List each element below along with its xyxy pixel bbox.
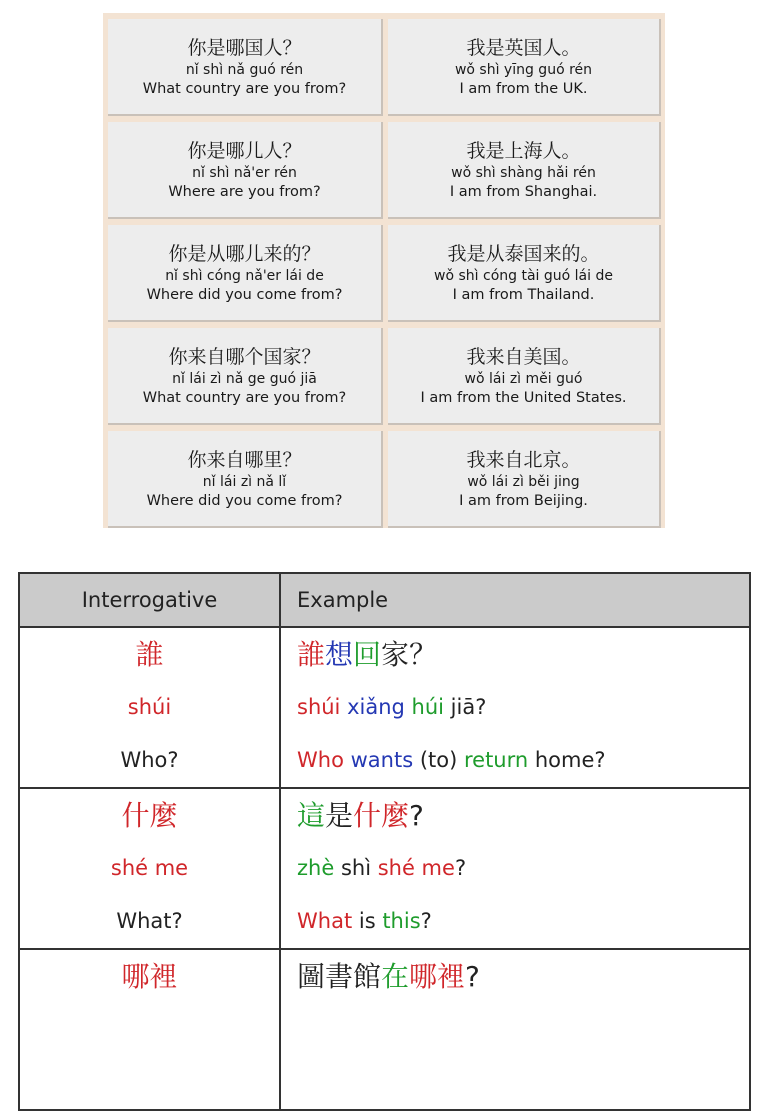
card-pinyin: nǐ lái zì nǎ lǐ xyxy=(202,473,287,490)
example-segment: húi xyxy=(411,695,451,719)
table-header-row xyxy=(19,573,750,627)
card-english: I am from Thailand. xyxy=(452,286,595,303)
example-segment: 這 xyxy=(297,799,326,832)
example-cell xyxy=(280,949,750,1110)
example-hanzi xyxy=(297,789,749,842)
example-cell xyxy=(280,627,750,788)
card-pinyin: nǐ shì nǎ'er rén xyxy=(192,164,297,181)
example-segment: is xyxy=(358,909,383,933)
example-segment: ? xyxy=(409,799,424,832)
header-interrogative: Interrogative xyxy=(19,573,280,627)
phrase-card-board xyxy=(103,13,665,528)
example-segment: (to) xyxy=(419,748,464,772)
example-segment: What xyxy=(297,909,359,933)
example-segment: 什麼 xyxy=(353,799,410,832)
example-segment: zhè xyxy=(297,856,341,880)
interrogative-table xyxy=(18,572,751,1111)
example-segment: ? xyxy=(420,909,432,933)
card-english: Where did you come from? xyxy=(146,286,343,303)
card-pinyin: wǒ shì cóng tài guó lái de xyxy=(434,267,613,284)
example-segment: 家 xyxy=(381,638,410,671)
example-cell xyxy=(280,788,750,949)
example-segment: 圖書館 xyxy=(297,960,382,993)
interrogative-cell xyxy=(19,949,280,1110)
example-segment: this xyxy=(382,909,421,933)
example-hanzi xyxy=(297,628,749,681)
card-english: I am from Beijing. xyxy=(459,492,588,509)
example-hanzi xyxy=(297,950,749,1003)
example-segment: 哪裡 xyxy=(409,960,466,993)
interrogative-cell xyxy=(19,627,280,788)
card-english: What country are you from? xyxy=(142,389,347,406)
example-segment: shé me xyxy=(377,856,455,880)
interrogative-pinyin: shé me xyxy=(110,856,189,880)
example-segment: ? xyxy=(454,856,467,880)
card-english: I am from the United States. xyxy=(420,389,627,406)
phrase-card xyxy=(388,19,661,116)
example-segment: 誰 xyxy=(297,638,326,671)
table-row xyxy=(19,627,750,788)
phrase-card xyxy=(388,431,661,528)
card-english: I am from the UK. xyxy=(459,80,588,97)
example-segment: jiā? xyxy=(450,695,487,719)
interrogative-english: Who? xyxy=(120,748,179,772)
example-segment: wants xyxy=(350,748,420,772)
card-pinyin: wǒ shì yīng guó rén xyxy=(454,61,593,78)
card-pinyin: wǒ lái zì běi jing xyxy=(467,473,580,490)
phrase-card xyxy=(388,122,661,219)
example-segment: return xyxy=(463,748,535,772)
card-english: Where did you come from? xyxy=(146,492,343,509)
example-english xyxy=(297,1056,749,1109)
example-segment: home? xyxy=(534,748,606,772)
interrogative-pinyin: shúi xyxy=(127,695,172,719)
card-english: Where are you from? xyxy=(168,183,321,200)
phrase-card xyxy=(108,225,383,322)
phrase-card xyxy=(388,225,661,322)
interrogative-hanzi: 哪裡 xyxy=(121,960,178,993)
example-segment: 在 xyxy=(381,960,410,993)
example-segment: 回 xyxy=(353,638,382,671)
phrase-card xyxy=(108,328,383,425)
example-segment: Who xyxy=(297,748,351,772)
interrogative-english: What? xyxy=(116,909,183,933)
phrase-card xyxy=(108,19,383,116)
phrase-card xyxy=(388,328,661,425)
header-example: Example xyxy=(280,573,750,627)
interrogative-hanzi: 誰 xyxy=(135,638,164,671)
interrogative-cell xyxy=(19,788,280,949)
table-row xyxy=(19,949,750,1110)
example-segment: ？ xyxy=(409,638,438,671)
card-pinyin: nǐ shì nǎ guó rén xyxy=(185,61,304,78)
card-chinese: 我是上海人。 xyxy=(466,139,581,162)
card-pinyin: nǐ shì cóng nǎ'er lái de xyxy=(165,267,324,284)
phrase-card xyxy=(108,431,383,528)
card-chinese: 我是从泰国来的。 xyxy=(447,242,600,265)
card-chinese: 你是哪儿人？ xyxy=(187,139,302,162)
interrogative-hanzi: 什麼 xyxy=(121,799,178,832)
example-english xyxy=(297,734,749,787)
example-pinyin xyxy=(297,1003,749,1056)
interrogative-pinyin xyxy=(20,1003,279,1056)
example-segment: 想 xyxy=(325,638,354,671)
card-chinese: 你来自哪个国家？ xyxy=(168,345,321,368)
example-segment: 是 xyxy=(325,799,354,832)
interrogative-english xyxy=(20,1056,279,1109)
card-chinese: 你来自哪里？ xyxy=(187,448,302,471)
card-english: What country are you from? xyxy=(142,80,347,97)
card-chinese: 我来自北京。 xyxy=(466,448,581,471)
phrase-card xyxy=(108,122,383,219)
card-chinese: 你是哪国人？ xyxy=(187,36,302,59)
example-segment: xiǎng xyxy=(347,695,412,719)
card-chinese: 我是英国人。 xyxy=(466,36,581,59)
table-row xyxy=(19,788,750,949)
example-pinyin xyxy=(297,681,749,734)
example-pinyin xyxy=(297,842,749,895)
example-segment: shì xyxy=(340,856,378,880)
example-segment: ? xyxy=(465,960,480,993)
card-chinese: 我来自美国。 xyxy=(466,345,581,368)
card-pinyin: wǒ lái zì měi guó xyxy=(464,370,583,387)
card-english: I am from Shanghai. xyxy=(449,183,598,200)
example-english xyxy=(297,895,749,948)
card-pinyin: wǒ shì shàng hǎi rén xyxy=(451,164,596,181)
example-segment: shúi xyxy=(297,695,348,719)
card-chinese: 你是从哪儿来的？ xyxy=(168,242,321,265)
card-pinyin: nǐ lái zì nǎ ge guó jiā xyxy=(172,370,317,387)
